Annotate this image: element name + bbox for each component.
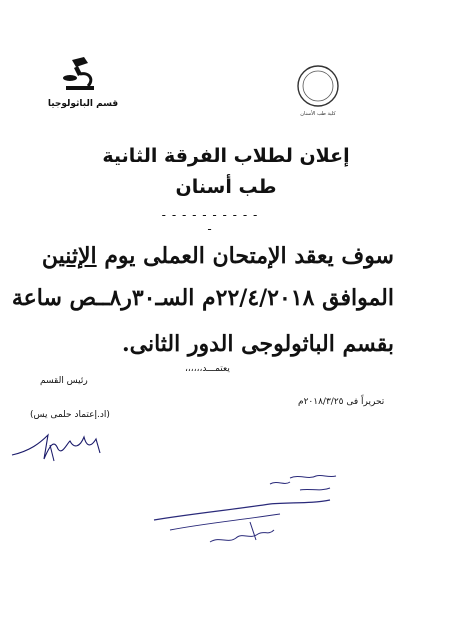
department-head-title: رئيس القسم	[40, 376, 88, 386]
body-line-2: الموافق ٢٢/٤/٢٠١٨م السـ٣٠ر٨ــص ساعة	[11, 285, 394, 311]
divider: - - - - - - - - - - -	[161, 208, 259, 236]
department-head-name: (اد.إعتماد حلمى يس)	[30, 410, 110, 420]
body-line-3: بقسم الباثولوجى الدور الثانى.	[121, 331, 394, 357]
university-seal-icon	[296, 64, 340, 108]
body-line-1-text: سوف يعقد الإمتحان العملى يوم	[96, 243, 394, 269]
exam-day: الإثنين	[41, 243, 97, 269]
department-name: قسم الباثولوجيا	[47, 99, 119, 109]
approval-label: يعتمـــد،،،،،،	[185, 364, 230, 374]
seal-caption: كلية طب الأسنان	[300, 111, 336, 117]
body-line-1	[42, 243, 394, 269]
microscope-logo-icon	[58, 54, 102, 94]
signature-left	[10, 425, 110, 470]
announcement-title: إعلان لطلاب الفرقة الثانية	[102, 145, 350, 167]
announcement-subtitle: طب أسنان	[175, 176, 277, 198]
issue-date: تحريراً فى ٢٠١٨/٣/٢٥م	[298, 397, 385, 407]
signature-right	[150, 470, 350, 550]
